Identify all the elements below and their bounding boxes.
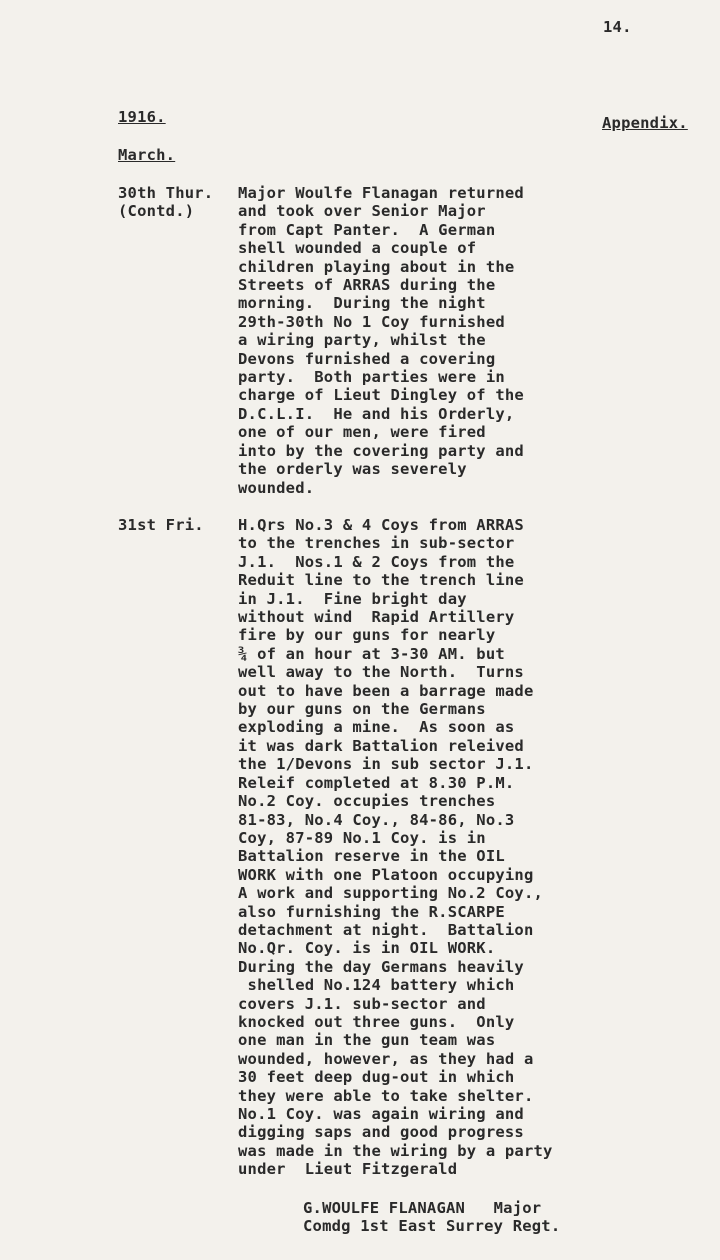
- entry-line: During the day Germans heavily: [238, 957, 524, 976]
- entry-line: out to have been a barrage made: [238, 681, 534, 700]
- entry-line: No.Qr. Coy. is in OIL WORK.: [238, 939, 496, 958]
- entry-line: one man in the gun team was: [238, 1031, 496, 1050]
- entry-line: H.Qrs No.3 & 4 Coys from ARRAS: [238, 516, 524, 534]
- entry-line: Devons furnished a covering: [238, 349, 496, 368]
- entry-line: shelled No.124 battery which: [238, 976, 515, 995]
- entry-line: without wind Rapid Artillery: [238, 608, 515, 627]
- entry-line: from Capt Panter. A German: [238, 220, 496, 239]
- entry-text: [238, 184, 524, 497]
- entry-line: by our guns on the Germans: [238, 700, 486, 719]
- entry-line: A work and supporting No.2 Coy.,: [238, 884, 544, 903]
- entry-line: wounded, however, as they had a: [238, 1049, 534, 1068]
- entry-line: and took over Senior Major: [238, 202, 486, 221]
- entry-line: into by the covering party and: [238, 441, 524, 460]
- signature-title: Comdg 1st East Surrey Regt.: [303, 1217, 561, 1236]
- entry-date-line: 31st Fri.: [118, 516, 204, 534]
- entry-line: WORK with one Platoon occupying: [238, 865, 534, 884]
- entry-line: they were able to take shelter.: [238, 1086, 534, 1105]
- entry-line: No.2 Coy. occupies trenches: [238, 792, 496, 811]
- entry-line: covers J.1. sub-sector and: [238, 994, 486, 1013]
- entry-line: also furnishing the R.SCARPE: [238, 902, 505, 921]
- entry-line: Streets of ARRAS during the: [238, 276, 496, 295]
- entry-line: Releif completed at 8.30 P.M.: [238, 773, 515, 792]
- entry-line: Battalion reserve in the OIL: [238, 847, 505, 866]
- month-heading: March.: [118, 146, 176, 164]
- entry-line: charge of Lieut Dingley of the: [238, 386, 524, 405]
- entry-line: J.1. Nos.1 & 2 Coys from the: [238, 552, 515, 571]
- entry-line: Reduit line to the trench line: [238, 571, 524, 590]
- entry-date-line: 30th Thur.: [118, 184, 214, 202]
- entry-line: exploding a mine. As soon as: [238, 718, 515, 737]
- signature-name: G.WOULFE FLANAGAN Major: [303, 1199, 542, 1217]
- entry-date: [118, 184, 213, 221]
- entry-line: under Lieut Fitzgerald: [238, 1160, 458, 1179]
- entry-line: it was dark Battalion releived: [238, 736, 524, 755]
- entry-line: party. Both parties were in: [238, 368, 505, 387]
- entry-line: was made in the wiring by a party: [238, 1141, 553, 1160]
- signature-block: [303, 1199, 560, 1236]
- entry-line: shell wounded a couple of: [238, 239, 477, 258]
- entry-line: one of our men, were fired: [238, 423, 486, 442]
- entry-line: the 1/Devons in sub sector J.1.: [238, 755, 534, 774]
- entry-line: in J.1. Fine bright day: [238, 589, 467, 608]
- entry-line: knocked out three guns. Only: [238, 1012, 515, 1031]
- entry-line: Coy, 87-89 No.1 Coy. is in: [238, 828, 486, 847]
- entry-line: a wiring party, whilst the: [238, 331, 486, 350]
- entry-line: 29th-30th No 1 Coy furnished: [238, 312, 505, 331]
- entry-line: 30 feet deep dug-out in which: [238, 1068, 515, 1087]
- year-heading: 1916.: [118, 108, 166, 126]
- entry-line: detachment at night. Battalion: [238, 920, 534, 939]
- appendix-heading: Appendix.: [602, 114, 688, 132]
- entry-line: ¾ of an hour at 3-30 AM. but: [238, 644, 505, 663]
- entry-line: to the trenches in sub-sector: [238, 534, 515, 553]
- page-number: 14.: [603, 18, 632, 36]
- entry-line: No.1 Coy. was again wiring and: [238, 1105, 524, 1123]
- entry-text: [238, 516, 553, 1179]
- entry-line: Major Woulfe Flanagan returned: [238, 184, 524, 202]
- entry-line: the orderly was severely: [238, 460, 467, 479]
- entry-line: morning. During the night: [238, 294, 486, 313]
- entry-line: fire by our guns for nearly: [238, 626, 496, 645]
- entry-line: children playing about in the: [238, 257, 515, 276]
- entry-line: digging saps and good progress: [238, 1123, 524, 1142]
- entry-date-line: (Contd.): [118, 202, 195, 221]
- entry-line: well away to the North. Turns: [238, 663, 524, 682]
- entry-line: 81-83, No.4 Coy., 84-86, No.3: [238, 810, 515, 829]
- entry-date: [118, 516, 204, 534]
- entry-line: wounded.: [238, 478, 315, 497]
- entry-line: D.C.L.I. He and his Orderly,: [238, 404, 515, 423]
